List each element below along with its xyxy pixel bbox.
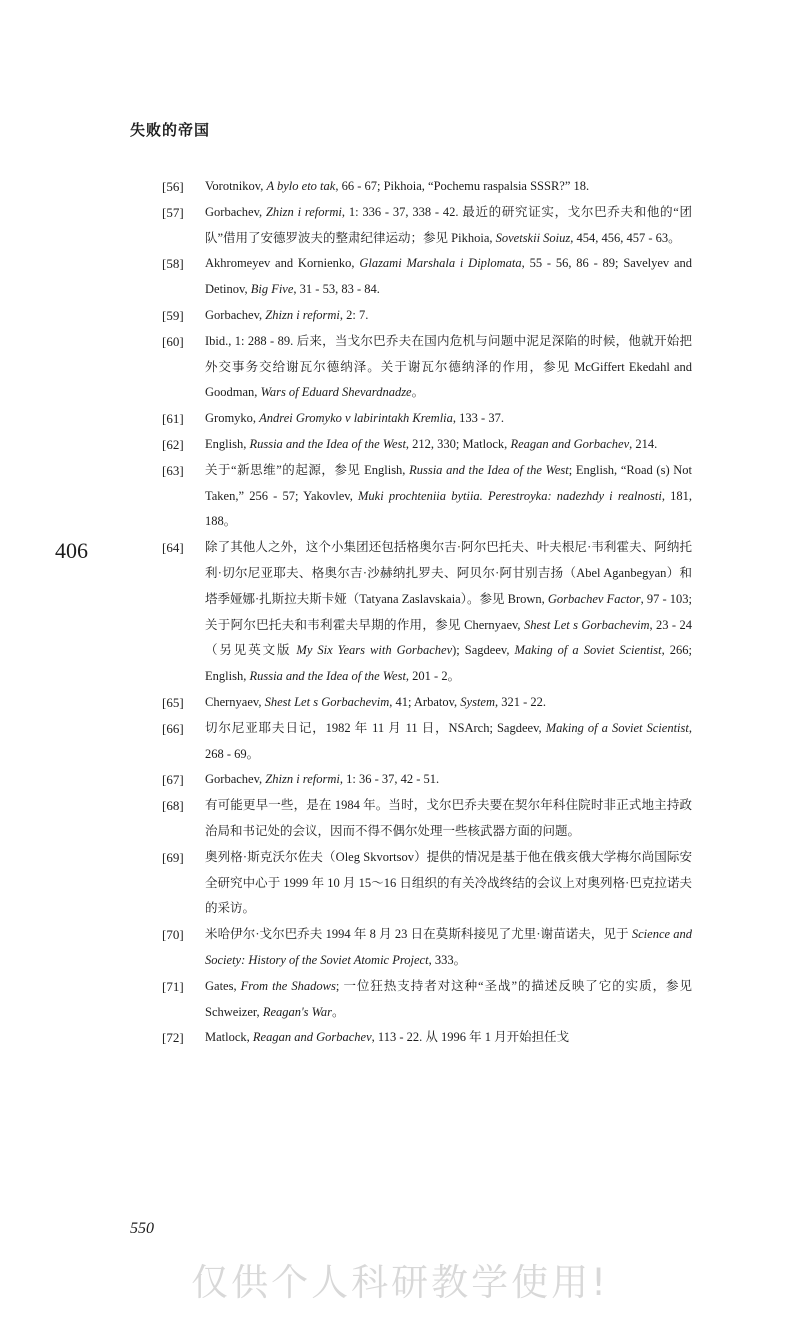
endnote bbox=[162, 432, 692, 458]
endnote-text: , 133 - 37. bbox=[452, 411, 504, 426]
endnote-number: [66] bbox=[162, 720, 184, 736]
endnote-number: [60] bbox=[162, 333, 184, 349]
endnote-text: , 41; Arbatov, bbox=[389, 694, 461, 709]
endnote-number: [71] bbox=[162, 978, 184, 994]
endnote-title-italic: Sovetskii Soiuz bbox=[495, 230, 571, 245]
endnote-title-italic: Russia and the Idea of the West bbox=[409, 462, 569, 477]
endnote-title-italic: Zhizn i reformi bbox=[265, 772, 340, 787]
margin-page-number: 406 bbox=[55, 538, 88, 563]
endnote bbox=[162, 793, 692, 845]
endnote-title-italic: Wars of Eduard Shevardnadze bbox=[260, 385, 412, 400]
page-number: 550 bbox=[130, 1220, 154, 1237]
endnote-text: 。 bbox=[411, 385, 425, 400]
endnote-text: , 23 - 24（另见英文版 bbox=[205, 617, 693, 658]
endnote-number: [68] bbox=[162, 798, 184, 814]
endnote-text: , 97 - 103; 关于阿尔巴托夫和韦利霍夫早期的作用，参见 Chernyaev, bbox=[205, 591, 692, 632]
endnote-text: Ibid., 1: 288 - 89. 后来，当戈尔巴乔夫在国内危机与问题中泥足深陷的时候，他就开始把外交事务交给谢瓦尔德纳泽。关于谢瓦尔德纳泽的作用，参见 McGiffert Ekedahl and Goodman, bbox=[205, 333, 692, 400]
endnote-text: Gorbachev, bbox=[205, 204, 266, 219]
endnote-title-italic: System bbox=[460, 694, 496, 709]
endnote-title-italic: Making of a Soviet Scientist bbox=[545, 720, 689, 735]
endnote-number: [67] bbox=[162, 772, 184, 788]
endnotes-list bbox=[162, 174, 692, 1051]
endnote-title-italic: Reagan and Gorbachev bbox=[252, 1030, 372, 1045]
endnote-text: Akhromeyev and Kornienko, bbox=[205, 256, 360, 271]
endnote-text: , 1: 36 - 37, 42 - 51. bbox=[339, 772, 440, 787]
endnote-text: 切尔尼亚耶夫日记，1982 年 11 月 11 日，NSArch; Sagdeev, bbox=[205, 720, 546, 735]
endnote-text: , 66 - 67; Pikhoia, “Pochemu raspalsia SSSR?” 18. bbox=[335, 179, 590, 193]
endnote-number: [58] bbox=[162, 256, 184, 272]
endnote-text: , 321 - 22. bbox=[495, 694, 547, 709]
endnote-text: 米哈伊尔·戈尔巴乔夫 1994 年 8 月 23 日在莫斯科接见了尤里·谢苗诺夫，见于 bbox=[205, 927, 632, 942]
endnote-text: 关于“新思维”的起源，参见 English, bbox=[205, 462, 410, 477]
endnote-text: 。 bbox=[332, 1004, 345, 1019]
endnote-text: Matlock, bbox=[205, 1030, 253, 1045]
endnote-text: ; English, “Road (s) Not Taken,” 256 - 57; Yakovlev, bbox=[205, 462, 693, 503]
endnote bbox=[162, 690, 692, 716]
endnote-text: ); Sagdeev, bbox=[452, 643, 515, 658]
endnote-title-italic: Gorbachev Factor bbox=[547, 591, 641, 606]
endnote-number: [56] bbox=[162, 179, 184, 194]
endnote-text: , 214. bbox=[629, 436, 658, 451]
endnote-title-italic: Big Five bbox=[250, 282, 294, 297]
endnote bbox=[162, 458, 692, 535]
endnote-text: Vorotnikov, bbox=[205, 179, 267, 193]
endnote-text: , 212, 330; Matlock, bbox=[405, 436, 511, 451]
endnote-text: Gromyko, bbox=[205, 411, 260, 426]
endnote-title-italic: Muki prochteniia bytiia. Perestroyka: nadezhdy i realnosti bbox=[358, 488, 662, 503]
endnote-text: Chernyaev, bbox=[205, 694, 265, 709]
endnote-text: , 266; English, bbox=[205, 643, 692, 684]
endnote-title-italic: Making of a Soviet Scientist bbox=[514, 643, 662, 658]
endnote bbox=[162, 716, 692, 768]
endnote-text: , 1: 336 - 37, 338 - 42. 最近的研究证实，戈尔巴乔夫和他的“团队”借用了安德罗波夫的整肃纪律运动；参见 Pikhoia, bbox=[205, 204, 692, 245]
endnote-number: [70] bbox=[162, 927, 184, 943]
endnote-number: [72] bbox=[162, 1030, 184, 1046]
endnote bbox=[162, 329, 692, 406]
endnote-number: [69] bbox=[162, 849, 184, 865]
endnote-text: 有可能更早一些，是在 1984 年。当时，戈尔巴乔夫要在契尔年科住院时非正式地主持政治局和书记处的会议，因而不得不偶尔处理一些核武器方面的问题。 bbox=[205, 798, 692, 838]
endnote-text: , 55 - 56, 86 - 89; Savelyev and Detinov, bbox=[205, 256, 692, 297]
watermark: 仅供个人科研教学使用! bbox=[191, 1261, 609, 1304]
endnote bbox=[162, 200, 692, 252]
endnote-title-italic: From the Shadows bbox=[240, 978, 336, 993]
endnote bbox=[162, 922, 692, 974]
endnote bbox=[162, 767, 692, 793]
endnote-number: [63] bbox=[162, 462, 184, 478]
endnote-title-italic: Russia and the Idea of the West bbox=[249, 436, 406, 451]
endnote bbox=[162, 845, 692, 922]
endnote-title-italic: My Six Years with Gorbachev bbox=[296, 643, 453, 658]
endnote-text: , 454, 456, 457 - 63。 bbox=[570, 230, 681, 245]
endnote-number: [61] bbox=[162, 411, 184, 427]
endnote-text: Gates, bbox=[205, 978, 241, 993]
endnote bbox=[162, 974, 692, 1026]
endnote-text: , 268 - 69。 bbox=[205, 720, 692, 761]
endnote-title-italic: Andrei Gromyko v labirintakh Kremlia bbox=[259, 411, 453, 426]
endnote-title-italic: Glazami Marshala i Diplomata bbox=[359, 256, 522, 271]
endnote-title-italic: Zhizn i reformi bbox=[265, 307, 340, 322]
endnote bbox=[162, 1025, 692, 1051]
endnote-number: [59] bbox=[162, 307, 184, 323]
endnote-number: [65] bbox=[162, 694, 184, 710]
endnote-number: [57] bbox=[162, 204, 184, 220]
endnote-text: , 31 - 53, 83 - 84. bbox=[293, 282, 380, 297]
endnote bbox=[162, 406, 692, 432]
endnote-number: [64] bbox=[162, 540, 184, 556]
endnote-text: 除了其他人之外，这个小集团还包括格奥尔吉·阿尔巴托夫、叶夫根尼·韦利霍夫、阿纳托利·切尔尼亚耶夫、格奥尔吉·沙赫纳扎罗夫、阿贝尔·阿甘别吉扬（Abel Aganbegyan）和塔季娅娜·扎斯拉夫斯卡娅（Tatyana Zaslavskaia）。参见 Brown, bbox=[205, 540, 692, 606]
endnote-text: , 333。 bbox=[428, 952, 467, 967]
endnote-title-italic: Reagan's War bbox=[262, 1004, 333, 1019]
endnote-text: , 181, 188。 bbox=[205, 488, 692, 529]
endnote-text: Gorbachev, bbox=[205, 307, 266, 322]
endnote-title-italic: Shest Let s Gorbachevim bbox=[264, 694, 390, 709]
endnote bbox=[162, 174, 692, 200]
endnote-title-italic: Science and Society: History of the Soviet Atomic Project bbox=[205, 927, 692, 967]
endnote-text: Gorbachev, bbox=[205, 772, 266, 787]
endnote bbox=[162, 535, 692, 690]
endnote-text: ; 一位狂热支持者对这种“圣战”的描述反映了它的实质，参见 Schweizer, bbox=[205, 978, 692, 1019]
endnote-title-italic: Reagan and Gorbachev bbox=[510, 436, 630, 451]
endnote-text: , 113 - 22. 从 1996 年 1 月开始担任戈 bbox=[371, 1030, 570, 1045]
endnote bbox=[162, 251, 692, 303]
endnote-title-italic: A bylo eto tak bbox=[266, 179, 336, 193]
endnote-text: English, bbox=[205, 436, 250, 451]
running-head: 失败的帝国 bbox=[130, 121, 211, 139]
endnote-title-italic: Zhizn i reformi bbox=[265, 204, 342, 219]
endnote-text: , 201 - 2。 bbox=[405, 669, 461, 684]
endnote-title-italic: Shest Let s Gorbachevim bbox=[523, 617, 650, 632]
endnote-title-italic: Russia and the Idea of the West bbox=[249, 669, 406, 684]
endnote bbox=[162, 303, 692, 329]
endnote-number: [62] bbox=[162, 436, 184, 452]
endnote-text: , 2: 7. bbox=[339, 307, 369, 322]
endnote-text: 奥列格·斯克沃尔佐夫（Oleg Skvortsov）提供的情况是基于他在俄亥俄大学梅尔尚国际安全研究中心于 1999 年 10 月 15～16 日组织的有关冷战终结的会议上对奥列格·巴克拉诺夫的采访。 bbox=[205, 849, 692, 916]
